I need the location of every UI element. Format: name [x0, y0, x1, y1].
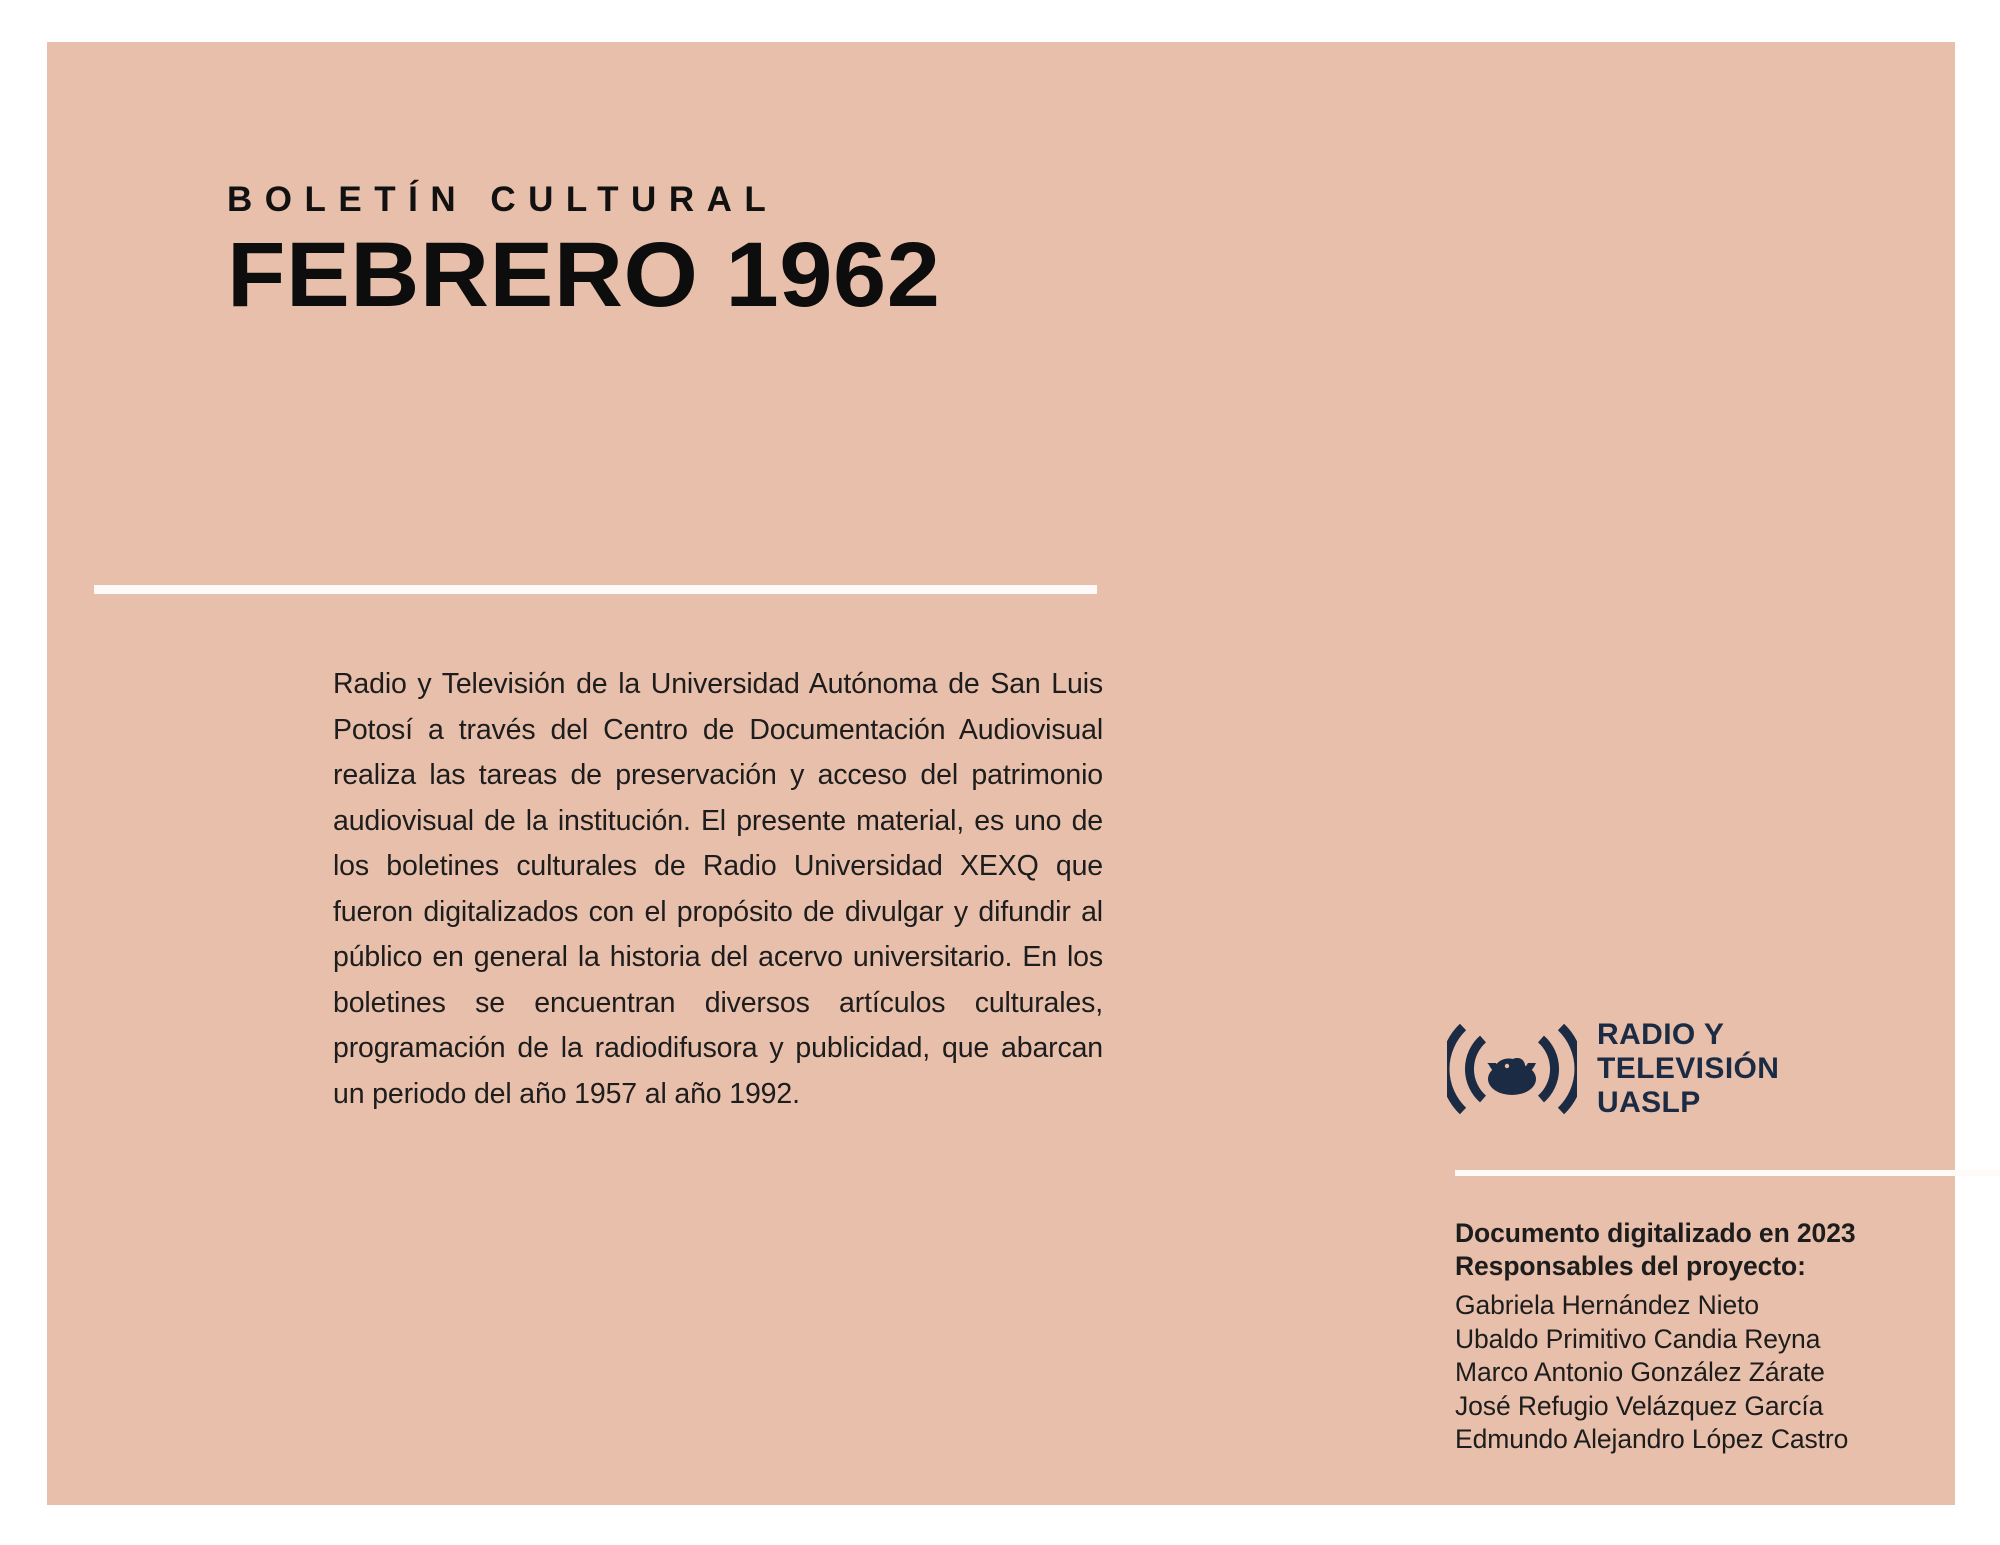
page-title: FEBRERO 1962 — [227, 224, 941, 326]
credits-name: Marco Antonio González Zárate — [1455, 1357, 1825, 1387]
intro-paragraph: Radio y Televisión de la Universidad Autónoma de San Luis Potosí a través del Centro de Documentación Audiovisual realiza las tareas de preservación y acceso del patrimonio audiovisual de la institución. El presente material, es uno de los boletines culturales de Radio Universidad XEXQ que fueron digitalizados con el propósito de divulgar y difundir al público en general la historia del acervo universitario. En los boletines se encuentran diversos artículos culturales, programación de la radiodifusora y publicidad, que abarcan un periodo del año 1957 al año 1992. — [333, 668, 1103, 1110]
credits-name: Edmundo Alejandro López Castro — [1455, 1424, 1849, 1454]
digitized-year-line: Documento digitalizado en 2023 — [1455, 1218, 1856, 1248]
credits-name: Gabriela Hernández Nieto — [1455, 1290, 1759, 1320]
cover-panel — [47, 42, 1955, 1505]
title-divider — [94, 585, 1097, 594]
radio-waves-bird-icon — [1447, 1017, 1577, 1121]
credits-block — [1455, 1217, 2000, 1457]
radio-television-uaslp-logo — [1447, 1010, 1780, 1128]
logo-line-2: TELEVISIÓN — [1597, 1052, 1780, 1086]
credits-name: José Refugio Velázquez García — [1455, 1390, 1824, 1421]
logo-line-3: UASLP — [1597, 1085, 1701, 1119]
title-block — [227, 182, 1127, 324]
bulletin-kicker: BOLETÍN CULTURAL — [227, 180, 779, 219]
credits-name: Ubaldo Primitivo Candia Reyna — [1455, 1323, 1821, 1354]
responsible-label: Responsables del proyecto: — [1455, 1251, 1806, 1281]
logo-line-1: RADIO Y — [1597, 1018, 1725, 1052]
credits-name-list — [1455, 1289, 2000, 1457]
credits-divider — [1455, 1170, 2000, 1176]
logo-wordmark — [1597, 1018, 1779, 1120]
